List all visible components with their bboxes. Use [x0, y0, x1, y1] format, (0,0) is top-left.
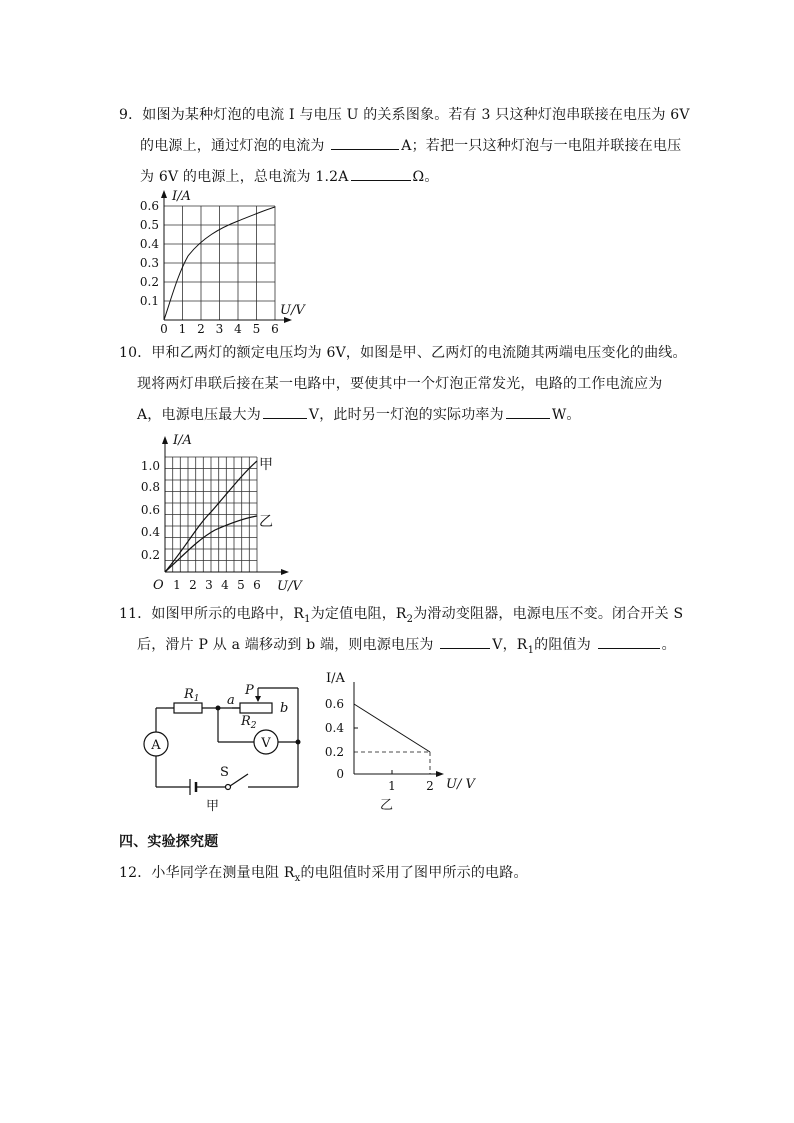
- q10-line-3-text-b: V，此时另一灯泡的实际功率为: [308, 407, 504, 423]
- q10-line-1: 10．甲和乙两灯的额定电压均为 6V，如图是甲、乙两灯的电流随其两端电压变化的曲线。: [119, 345, 687, 361]
- q9-blank-resistance[interactable]: [351, 166, 411, 181]
- q10-blank-power[interactable]: [506, 404, 550, 419]
- q10-y-tick: 0.2: [140, 548, 160, 562]
- q9-y-arrow: [161, 190, 167, 198]
- q9-grid: [164, 206, 275, 320]
- q11-line-2: [137, 634, 676, 656]
- q10-x-label: U/V: [277, 579, 302, 594]
- q9-y-tick: 0.5: [139, 218, 159, 232]
- q9-y-tick: 0.6: [139, 199, 159, 213]
- q9-line-2: [140, 135, 681, 155]
- voltmeter-label: V: [261, 736, 271, 751]
- q9-line-3-text-b: Ω。: [412, 169, 439, 185]
- q10-y-label: I/A: [173, 433, 192, 448]
- q10-x-tick: 2: [189, 578, 197, 592]
- q9-iu-chart: [138, 186, 305, 336]
- q11-x-tick: 2: [426, 779, 434, 793]
- q11-blank-resistance[interactable]: [598, 634, 660, 649]
- q9-x-tick: 4: [234, 322, 242, 336]
- ammeter-label: A: [151, 738, 161, 753]
- q10-line-3: [137, 404, 581, 424]
- terminal-a-label: a: [227, 693, 235, 708]
- switch-pivot: [226, 785, 231, 790]
- q10-line-2: 现将两灯串联后接在某一电路中，要使其中一个灯泡正常发光，电路的工作电流应为: [137, 376, 663, 392]
- q9-x-tick: 1: [178, 322, 187, 336]
- q9-x-tick: 0: [160, 322, 168, 336]
- q11-sub-2: 2: [406, 613, 414, 625]
- q11-line-2-text-c: 的阻值为: [534, 637, 591, 653]
- junction-dot: [296, 740, 301, 745]
- q11-circuit-diagram: [140, 670, 310, 820]
- slider-arrow-icon: [255, 696, 261, 702]
- q9-x-tick: 6: [271, 322, 279, 336]
- q10-origin: O: [153, 578, 164, 593]
- q9-y-tick: 0.3: [139, 256, 159, 270]
- q11-y-tick: 0: [336, 767, 344, 781]
- q11-x-arrow: [436, 771, 444, 777]
- terminal-b-label: b: [280, 701, 289, 716]
- q9-x-tick: 2: [197, 322, 205, 336]
- q9-blank-current[interactable]: [331, 135, 399, 150]
- q9-line-3: [140, 166, 439, 186]
- q12-line-1-text-a: 12．小华同学在测量电阻 R: [119, 865, 295, 881]
- switch-label: S: [220, 765, 229, 780]
- q9-line-1: 9．如图为某种灯泡的电流 I 与电压 U 的关系图象。若有 3 只这种灯泡串联接在电压为 6V: [119, 107, 690, 123]
- q11-line-1-text-b: 为定值电阻，R: [310, 606, 407, 622]
- q9-line-3-text-a: 为 6V 的电源上，总电流为 1.2A: [140, 169, 349, 185]
- q9-line-2-text-b: A；若把一只这种灯泡与一电阻并联接在电压: [401, 138, 682, 154]
- resistor-r1: [174, 703, 202, 713]
- section-4-title: 四、实验探究题: [119, 834, 219, 850]
- q10-label-jia: 甲: [259, 457, 273, 473]
- q11-x-label: U/ V: [446, 777, 475, 792]
- q10-x-tick: 1: [173, 578, 181, 592]
- q12-sub: x: [294, 872, 301, 884]
- q11-line-1-text-a: 11．如图甲所示的电路中，R: [119, 606, 305, 622]
- q11-sub-1: 1: [304, 613, 311, 625]
- q11-y-tick: 0.4: [324, 721, 344, 735]
- q12-line-1: [119, 862, 528, 884]
- q10-line-3-text-a: A，电源电压最大为: [137, 407, 261, 423]
- switch-s[interactable]: [230, 774, 248, 786]
- q9-y-tick: 0.2: [139, 275, 159, 289]
- q10-y-tick: 1.0: [140, 459, 160, 473]
- q10-y-tick: 0.4: [140, 525, 160, 539]
- q11-line-1: [119, 603, 683, 625]
- slider-p-label: P: [245, 683, 254, 698]
- q9-x-label: U/V: [280, 303, 305, 318]
- q10-y-arrow: [162, 436, 168, 444]
- q11-iu-chart: [322, 668, 492, 818]
- q10-x-tick: 3: [205, 578, 213, 592]
- junction-dot: [216, 706, 221, 711]
- q11-y-tick: 0.2: [324, 745, 344, 759]
- q10-y-tick: 0.6: [140, 503, 160, 517]
- q12-line-1-text-b: 的电阻值时采用了图甲所示的电路。: [300, 865, 528, 881]
- q10-x-tick: 6: [253, 578, 261, 592]
- q9-y-tick: 0.1: [139, 294, 159, 308]
- q10-x-tick: 4: [221, 578, 229, 592]
- q9-y-tick: 0.4: [139, 237, 159, 251]
- r2-label: $R_2$: [241, 714, 257, 731]
- resistor-r2: [240, 703, 272, 713]
- q10-blank-voltage[interactable]: [263, 404, 307, 419]
- q10-label-yi: 乙: [259, 514, 273, 530]
- q11-iu-line: [354, 704, 430, 752]
- q11-line-2-text-b: V，R: [492, 637, 528, 653]
- q9-y-label: I/A: [172, 189, 191, 204]
- q10-y-tick: 0.8: [140, 480, 160, 494]
- q10-x-tick: 5: [237, 578, 245, 592]
- q11-y-tick: 0.6: [324, 697, 344, 711]
- q10-line-3-text-c: W。: [551, 407, 581, 423]
- q11-line-2-text-a: 后，滑片 P 从 a 端移动到 b 端，则电源电压为: [137, 637, 434, 653]
- q9-line-2-text-a: 的电源上，通过灯泡的电流为: [140, 138, 325, 154]
- r1-label: $R_1$: [184, 687, 200, 704]
- q11-y-label: I/A: [326, 671, 345, 686]
- q11-chart-caption: 乙: [380, 798, 394, 813]
- q11-x-tick: 1: [388, 779, 396, 793]
- q9-x-tick: 3: [215, 322, 224, 336]
- q11-blank-voltage[interactable]: [440, 634, 490, 649]
- q10-iu-chart: [135, 428, 305, 593]
- q9-x-tick: 5: [252, 322, 261, 336]
- q11-line-1-text-c: 为滑动变阻器，电源电压不变。闭合开关 S: [413, 606, 684, 622]
- q11-line-2-text-d: 。: [661, 637, 676, 653]
- q10-x-arrow: [281, 569, 289, 575]
- circuit-caption: 甲: [206, 799, 220, 814]
- q11-sub-3: 1: [527, 644, 535, 656]
